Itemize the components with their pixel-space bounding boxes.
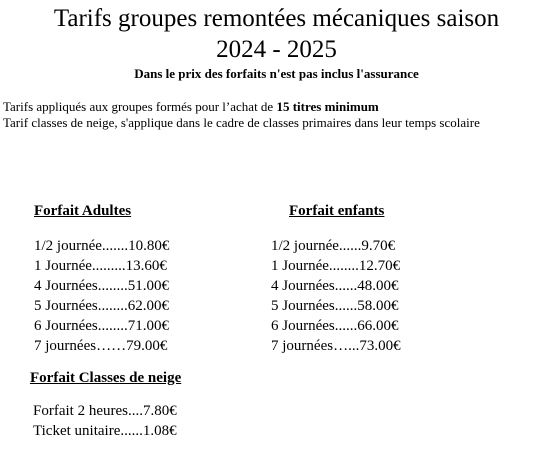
title-line-2: 2024 - 2025 <box>216 36 337 63</box>
price-item: 4 Journées......48.00€ <box>271 278 399 294</box>
classes-heading: Forfait Classes de neige <box>30 370 182 386</box>
enfants-price-list <box>271 236 401 356</box>
group-info-minimum: 15 titres minimum <box>276 99 379 114</box>
price-item: 1 Journée........12.70€ <box>271 258 401 274</box>
price-item: 7 journées……79.00€ <box>34 338 168 354</box>
price-item: 7 journées…...73.00€ <box>271 338 401 354</box>
page-title <box>0 3 553 65</box>
price-item: 6 Journées........71.00€ <box>34 318 169 334</box>
info-block <box>3 99 548 131</box>
price-item: 1 Journée.........13.60€ <box>34 258 167 274</box>
price-item: 5 Journées........62.00€ <box>34 298 169 314</box>
title-line-1: Tarifs groupes remontées mécaniques saison <box>53 5 500 32</box>
price-item: Ticket unitaire......1.08€ <box>33 423 177 439</box>
price-item: Forfait 2 heures....7.80€ <box>33 403 177 419</box>
price-item: 5 Journées......58.00€ <box>271 298 399 314</box>
price-item: 4 Journées........51.00€ <box>34 278 169 294</box>
adultes-price-list <box>34 236 169 356</box>
group-info-text: Tarifs appliqués aux groupes formés pour l’achat de <box>3 99 277 114</box>
price-item: 1/2 journée......9.70€ <box>271 238 396 254</box>
insurance-note: Dans le prix des forfaits n'est pas inclus l'assurance <box>134 66 419 81</box>
enfants-heading: Forfait enfants <box>289 203 385 219</box>
classes-info-line: Tarif classes de neige, s'applique dans le cadre de classes primaires dans leur temps scolaire <box>3 115 480 130</box>
group-info-line <box>3 99 548 115</box>
price-item: 1/2 journée.......10.80€ <box>34 238 170 254</box>
price-item: 6 Journées......66.00€ <box>271 318 399 334</box>
classes-price-list <box>33 401 177 441</box>
adultes-heading: Forfait Adultes <box>34 203 132 219</box>
